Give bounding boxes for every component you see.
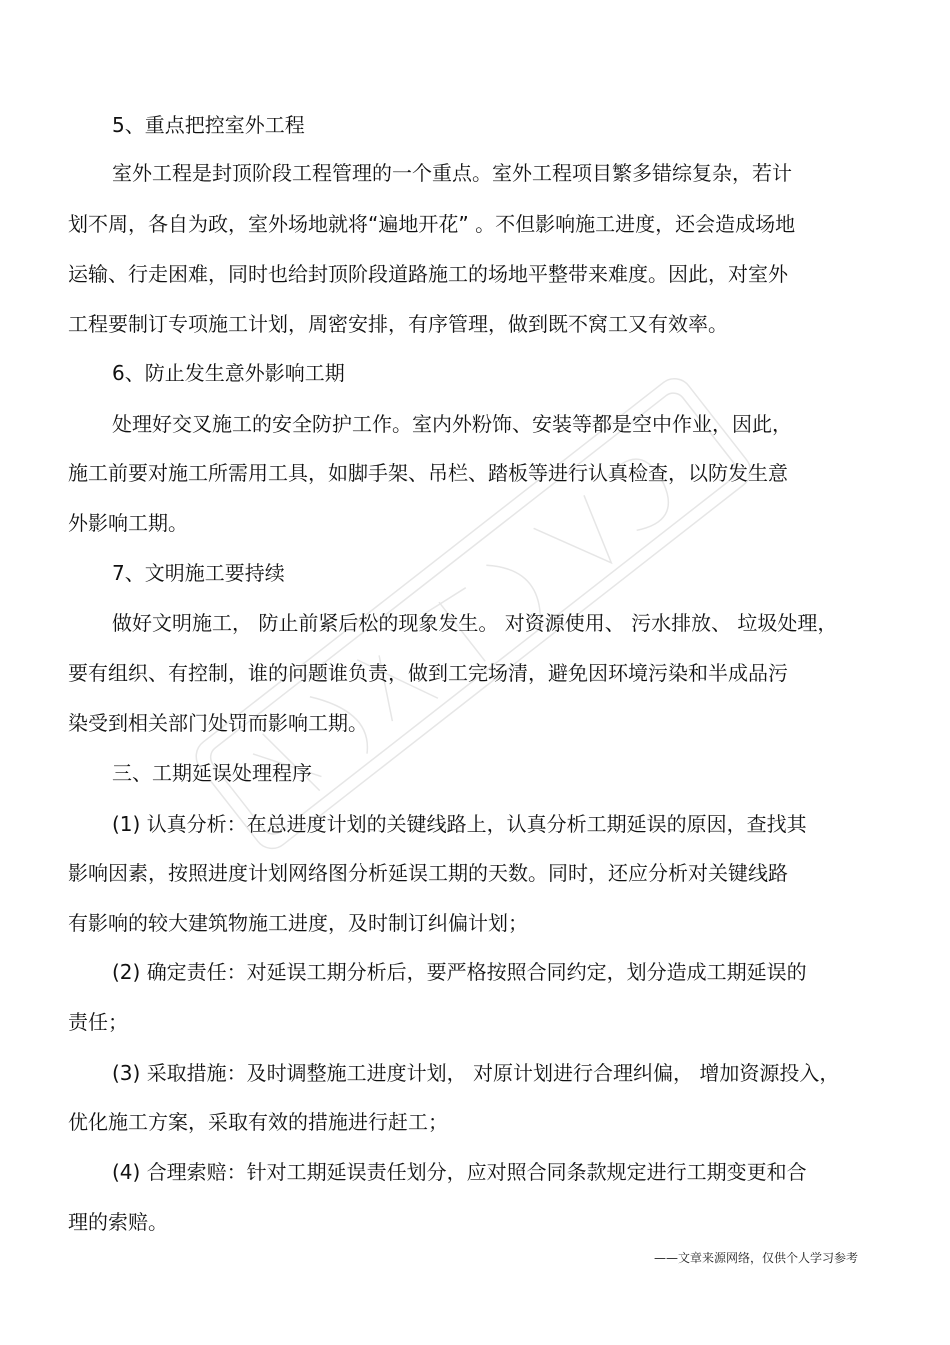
paragraph-line: 有影响的较大建筑物施工进度，及时制订纠偏计划；	[68, 911, 528, 935]
list-item: (3) 采取措施：及时调整施工进度计划， 对原计划进行合理纠偏， 增加资源投入，	[112, 1061, 840, 1085]
section-heading: 6、防止发生意外影响工期	[112, 361, 345, 385]
paragraph-line: 染受到相关部门处罚而影响工期。	[68, 711, 368, 735]
section-heading: 三、工期延误处理程序	[112, 761, 312, 785]
paragraph-line: 划不周，各自为政，室外场地就将“遍地开花” 。不但影响施工进度，还会造成场地	[68, 212, 796, 236]
paragraph-line: 运输、行走困难，同时也给封顶阶段道路施工的场地平整带来难度。因此，对室外	[68, 262, 788, 286]
paragraph-line: 影响因素，按照进度计划网络图分析延误工期的天数。同时，还应分析对关键线路	[68, 861, 788, 885]
list-item: (2) 确定责任：对延误工期分析后，要严格按照合同约定，划分造成工期延误的	[112, 960, 807, 984]
list-item: (4) 合理索赔：针对工期延误责任划分，应对照合同条款规定进行工期变更和合	[112, 1160, 807, 1184]
paragraph-line: 室外工程是封顶阶段工程管理的一个重点。室外工程项目繁多错综复杂，若计	[112, 161, 792, 185]
paragraph-line: 理的索赔。	[68, 1210, 168, 1234]
paragraph-line: 工程要制订专项施工计划，周密安排，有序管理，做到既不窝工又有效率。	[68, 312, 728, 336]
paragraph-line: 优化施工方案，采取有效的措施进行赶工；	[68, 1110, 448, 1134]
paragraph-line: 做好文明施工， 防止前紧后松的现象发生。 对资源使用、 污水排放、 垃圾处理，	[112, 611, 838, 635]
paragraph-line: 外影响工期。	[68, 511, 188, 535]
section-heading: 7、文明施工要持续	[112, 561, 285, 585]
section-heading: 5、重点把控室外工程	[112, 113, 305, 137]
paragraph-line: 责任；	[68, 1010, 128, 1034]
source-footnote: ——文章来源网络，仅供个人学习参考	[653, 1251, 858, 1265]
paragraph-line: 处理好交叉施工的安全防护工作。室内外粉饰、安装等都是空中作业，因此，	[112, 412, 792, 436]
paragraph-line: 要有组织、有控制，谁的问题谁负责，做到工完场清，避免因环境污染和半成品污	[68, 661, 788, 685]
list-item: (1) 认真分析：在总进度计划的关键线路上，认真分析工期延误的原因，查找其	[112, 812, 807, 836]
paragraph-line: 施工前要对施工所需用工具，如脚手架、吊栏、踏板等进行认真检查，以防发生意	[68, 461, 788, 485]
